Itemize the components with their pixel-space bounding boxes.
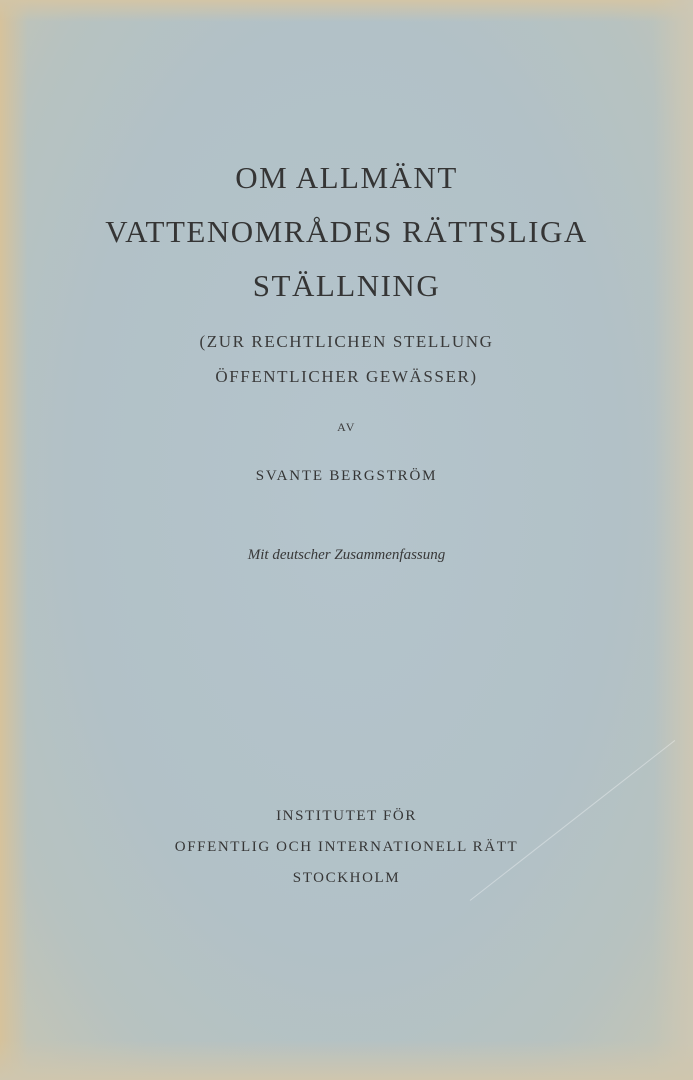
paper-edge-top — [0, 0, 693, 22]
title-line-2: VATTENOMRÅDES RÄTTSLIGA — [105, 214, 588, 249]
by-label: AV — [337, 420, 356, 434]
publisher-line-1: INSTITUTET FÖR — [276, 808, 417, 824]
title-line-3: STÄLLNING — [252, 268, 441, 303]
paper-edge-bottom — [0, 1040, 693, 1080]
subtitle-line-1: (ZUR RECHTLICHEN STELLUNG — [199, 332, 494, 351]
author-name: SVANTE BERGSTRÖM — [255, 468, 438, 484]
title-line-1: OM ALLMÄNT — [235, 160, 458, 195]
subtitle-line-2: ÖFFENTLICHER GEWÄSSER) — [215, 367, 478, 386]
summary-note: Mit deutscher Zusammenfassung — [247, 547, 446, 563]
publisher-line-3: STOCKHOLM — [292, 870, 401, 886]
publisher-line-2: OFFENTLIG OCH INTERNATIONELL RÄTT — [174, 839, 519, 855]
